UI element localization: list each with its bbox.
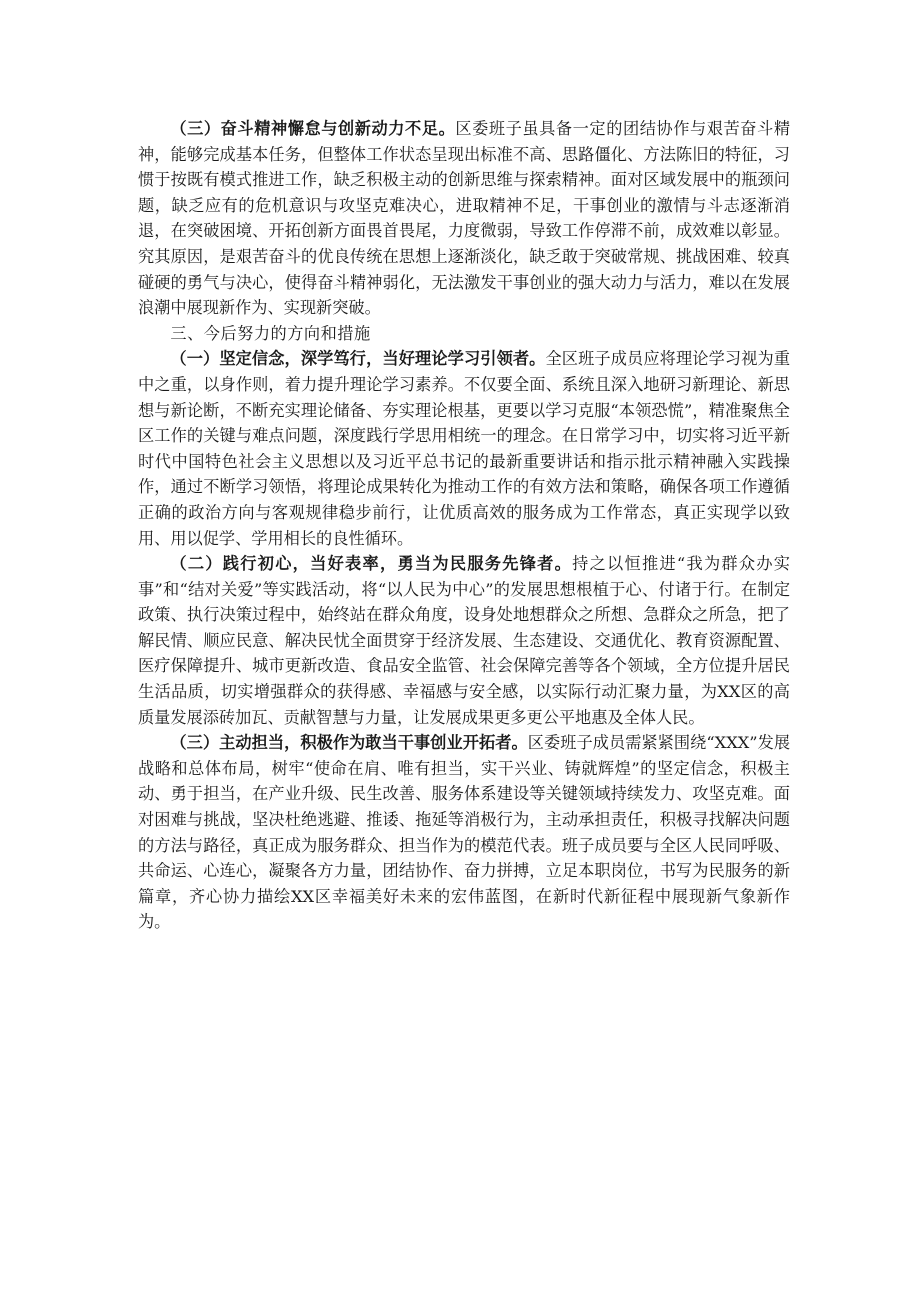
- paragraph-theory-study: [138, 346, 790, 551]
- paragraph-text: 区委班子虽具备一定的团结协作与艰苦奋斗精神，能够完成基本任务，但整体工作状态呈现出标准不高、思路僵化、方法陈旧的特征，习惯于按既有模式推进工作，缺乏积极主动的创新思维与探索精神。面对区域发展中的瓶颈问题，缺乏应有的危机意识与攻坚克难决心，进取精神不足，干事创业的激情与斗志逐渐消退，在突破困境、开拓创新方面畏首畏尾，力度微弱，导致工作停滞不前，成效难以彰显。究其原因，是艰苦奋斗的优良传统在思想上逐渐淡化，缺乏敢于突破常规、挑战困难、较真碰硬的勇气与决心，使得奋斗精神弱化，无法激发干事创业的强大动力与活力，难以在发展浪潮中展现新作为、实现新突破。: [138, 119, 791, 318]
- document-body: [138, 116, 790, 935]
- section-heading: 三、今后努力的方向和措施: [170, 323, 371, 343]
- paragraph-text: 全区班子成员应将理论学习视为重中之重，以身作则，着力提升理论学习素养。不仅要全面、系统且深入地研习新理论、新思想与新论断，不断充实理论储备、夯实理论根基，更要以学习克服“本领恐慌”，精准聚焦全区工作的关键与难点问题，深度践行学思用相统一的理念。在日常学习中，切实将习近平新时代中国特色社会主义思想以及习近平总书记的最新重要讲话和指示批示精神融入实践操作，通过不断学习领悟，将理论成果转化为推动工作的有效方法和策略，确保各项工作遵循正确的政治方向与客观规律稳步前行，让优质高效的服务成为工作常态，真正实现学以致用、用以促学、学用相长的良性循环。: [138, 349, 791, 548]
- paragraph-lead: （一）坚定信念，深学笃行，当好理论学习引领者。: [170, 349, 546, 369]
- paragraph-struggle-spirit: [138, 116, 790, 321]
- paragraph-serve-people: [138, 551, 790, 730]
- paragraph-lead: （二）践行初心，当好表率，勇当为民服务先锋者。: [170, 554, 573, 574]
- paragraph-lead: （三）主动担当，积极作为敢当干事创业开拓者。: [170, 733, 528, 753]
- paragraph-text: 区委班子成员需紧紧围绕“XXX”发展战略和总体布局，树牢“使命在肩、唯有担当，实干兴业、铸就辉煌”的坚定信念，积极主动、勇于担当，在产业升级、民生改善、服务体系建设等关键领域持续发力、攻坚克难。面对困难与挑战，坚决杜绝逃避、推诿、拖延等消极行为，主动承担责任，积极寻找解决问题的方法与路径，真正成为服务群众、担当作为的模范代表。班子成员要与全区人民同呼吸、共命运、心连心，凝聚各方力量，团结协作、奋力拼搏，立足本职岗位，书写为民服务的新篇章，齐心协力描绘XX区幸福美好未来的宏伟蓝图，在新时代新征程中展现新气象新作为。: [138, 733, 791, 932]
- paragraph-lead: （三）奋斗精神懈怠与创新动力不足。: [170, 119, 456, 138]
- paragraph-text: 持之以恒推进“我为群众办实事”和“结对关爱”等实践活动，将“以人民为中心”的发展思想根植于心、付诸于行。在制定政策、执行决策过程中，始终站在群众角度，设身处地想群众之所想、急群众之所急，把了解民情、顺应民意、解决民忧全面贯穿于经济发展、生态建设、交通优化、教育资源配置、医疗保障提升、城市更新改造、食品安全监管、社会保障完善等各个领域，全方位提升居民生活品质，切实增强群众的获得感、幸福感与安全感，以实际行动汇聚力量，为XX区的高质量发展添砖加瓦、贡献智慧与力量，让发展成果更多更公平地惠及全体人民。: [138, 554, 790, 727]
- paragraph-take-responsibility: [138, 730, 790, 935]
